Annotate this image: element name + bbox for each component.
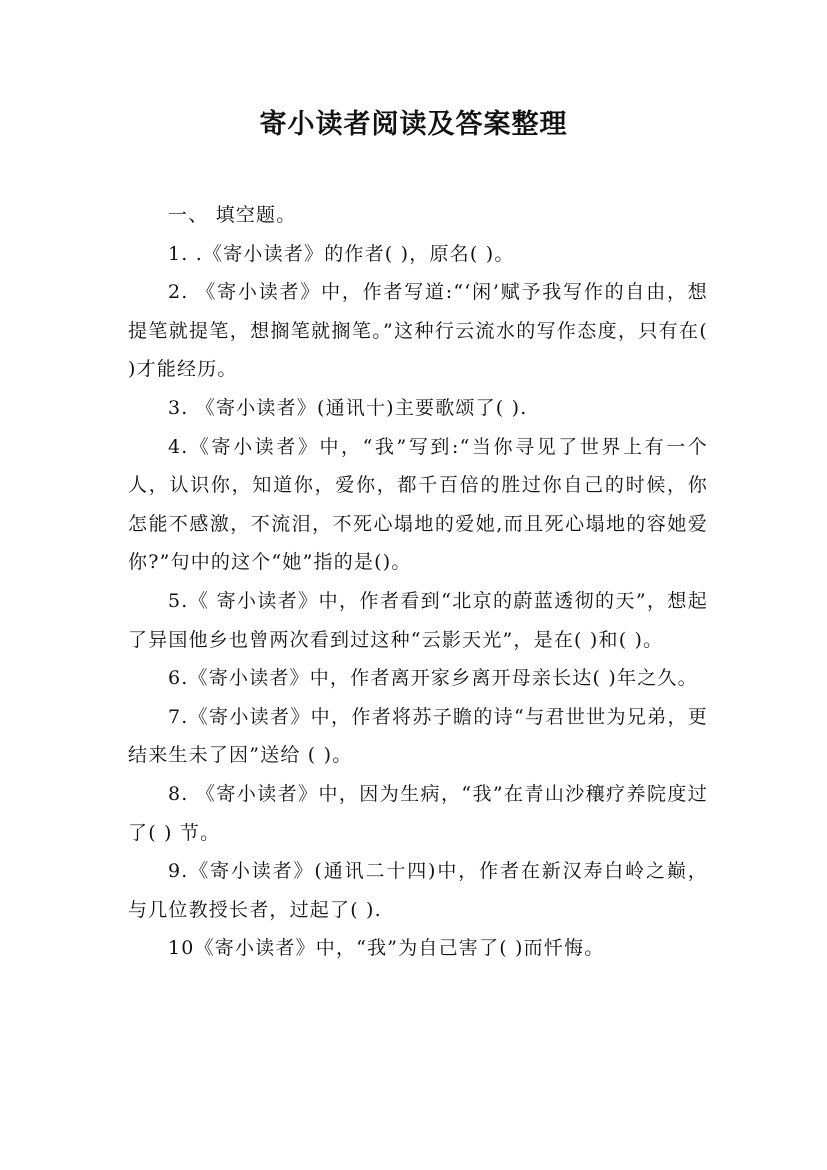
question-4: 4.《寄小读者》中，“我”写到:“当你寻见了世界上有一个人，认识你，知道你，爱你，都千百倍的胜过你自己的时候，你怎能不感激，不流泪，不死心塌地的爱她,而且死心塌地的容她爱你?”句中的这个“她”指的是()。 bbox=[128, 435, 708, 574]
question-9: 9.《寄小读者》(通讯二十四)中，作者在新汉寿白岭之巅，与几位教授长者，过起了( ). bbox=[128, 860, 708, 921]
question-3: 3. 《寄小读者》(通讯十)主要歌颂了( ). bbox=[168, 396, 528, 419]
question-1: 1. .《寄小读者》的作者( )，原名( )。 bbox=[168, 242, 515, 265]
question-2: 2. 《寄小读者》中，作者写道:“‘闲’赋予我写作的自由，想提笔就提笔，想搁笔就搁笔。”这种行云流水的写作态度，只有在( )才能经历。 bbox=[128, 281, 708, 381]
document-body bbox=[128, 196, 708, 968]
question-5: 5.《 寄小读者》中，作者看到“北京的蔚蓝透彻的天”，想起了异国他乡也曾两次看到过这种“云影天光”，是在( )和( )。 bbox=[128, 589, 708, 651]
document-title: 寄小读者阅读及答案整理 bbox=[259, 109, 568, 140]
question-7: 7.《寄小读者》中，作者将苏子瞻的诗“与君世世为兄弟，更结来生未了因”送给 ( )。 bbox=[128, 705, 708, 767]
question-8: 8. 《寄小读者》中，因为生病，“我”在青山沙穰疗养院度过了( ) 节。 bbox=[128, 782, 708, 844]
question-6: 6.《寄小读者》中，作者离开家乡离开母亲长达( )年之久。 bbox=[168, 667, 698, 690]
section-heading: 一、 填空题。 bbox=[168, 204, 297, 226]
question-10: 10《寄小读者》中，“我”为自己害了( )而忏悔。 bbox=[168, 937, 605, 960]
